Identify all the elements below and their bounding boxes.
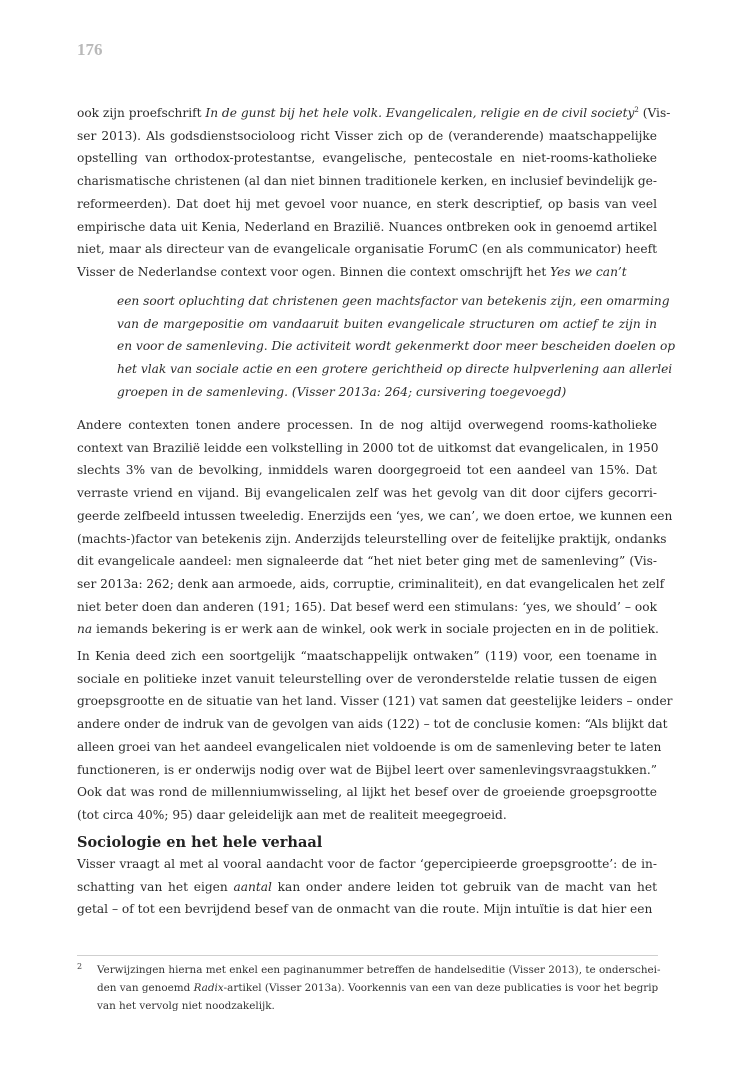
page-number: 176 (77, 40, 103, 59)
text-line: verraste vriend en vijand. Bij evangelicalen zelf was het gevolg van dit door cijfers gecorri- (77, 486, 657, 501)
text-line: In Kenia deed zich een soortgelijk “maatschappelijk ontwaken” (119) voor, een toename in (77, 649, 657, 663)
text-line: context van Brazilië leidde een volkstelling in 2000 tot de uitkomst dat evangelicalen, in 1950 (77, 440, 659, 455)
footnote (97, 962, 661, 1015)
section-heading: Sociologie en het hele verhaal (77, 834, 323, 851)
text-line: groepsgrootte en de situatie van het land. Visser (121) vat samen dat geestelijke leiders – onder (77, 694, 673, 709)
text-line: na iemands bekering is er werk aan de winkel, ook werk in sociale projecten en in de politiek. (77, 622, 659, 637)
footnote-divider (77, 955, 658, 956)
text-line: (machts-)factor van betekenis zijn. Anderzijds teleurstelling over de feitelijke praktijk, ondanks (77, 531, 667, 546)
paragraph-1 (77, 102, 671, 284)
text-line: opstelling van orthodox-protestantse, evangelische, pentecostale en niet-rooms-katholieke (77, 151, 657, 166)
quote-line: groepen in de samenleving. (Visser 2013a: 264; cursivering toegevoegd) (117, 384, 567, 399)
text-line: den van genoemd Radix-artikel (Visser 2013a). Voorkennis van een van deze publicaties is voor het begrip (97, 981, 659, 994)
text-line: van het vervolg niet noodzakelijk. (97, 999, 275, 1012)
text-line: ser 2013a: 262; denk aan armoede, aids, corruptie, criminaliteit), en dat evangelicalen het zelf (77, 576, 665, 591)
text-line: getal – of tot een bevrijdend besef van de onmacht van die route. Mijn intuïtie is dat hier een (77, 902, 653, 917)
text-line: niet, maar als directeur van de evangelicale organisatie ForumC (en als communicator) heeft (77, 242, 657, 257)
text-line: andere onder de indruk van de gevolgen van aids (122) – tot de conclusie komen: “Als blijkt dat (77, 717, 668, 732)
text-line: Ook dat was rond de millenniumwisseling, al lijkt het besef over de groeiende groepsgrootte (77, 785, 657, 800)
text-line: empirische data uit Kenia, Nederland en Brazilië. Nuances ontbreken ook in genoemd artikel (77, 219, 657, 234)
text-line: (tot circa 40%; 95) daar geleidelijk aan met de realiteit meegegroeid. (77, 807, 507, 822)
quote-line: van de margepositie om vandaaruit buiten evangelicale structuren om actief te zijn in (117, 316, 657, 331)
text-line: dit evangelicale aandeel: men signaleerde dat “het niet beter ging met de samenleving” (Vis- (77, 554, 657, 569)
text-line: alleen groei van het aandeel evangelicalen niet voldoende is om de samenleving beter te laten (77, 739, 662, 754)
text-line: niet beter doen dan anderen (191; 165). Dat besef werd een stimulans: ‘yes, we should’ – ook (77, 599, 657, 614)
quote-line: het vlak van sociale actie en een grotere gerichtheid op directe hulpverlening aan allerlei (117, 362, 673, 377)
footnote-reference: 2 (634, 106, 639, 114)
paragraph-4 (77, 853, 657, 921)
text-line: reformeerden). Dat doet hij met gevoel voor nuance, en sterk descriptief, op basis van veel (77, 196, 657, 211)
text-line: Verwijzingen hierna met enkel een paginanummer betreffen de handelseditie (Visser 2013), te onderschei- (97, 964, 661, 976)
text-line: schatting van het eigen aantal kan onder andere leiden tot gebruik van de macht van het (77, 879, 657, 894)
text-line: charismatische christenen (al dan niet binnen traditionele kerken, en inclusief bevindelijk ge- (77, 174, 657, 189)
text-line: sociale en politieke inzet vanuit teleurstelling over de veronderstelde relatie tussen de eigen (77, 671, 657, 686)
text-line: Visser de Nederlandse context voor ogen. Binnen die context omschrijft het Yes we can’t (77, 264, 627, 279)
text-line: functioneren, is er onderwijs nodig over wat de Bijbel leert over samenlevingsvraagstukken.” (77, 762, 657, 777)
text-line: ook zijn proefschrift In de gunst bij het hele volk. Evangelicalen, religie en de civil society$^2$ (Vis- (77, 106, 671, 120)
text-line: ser 2013). Als godsdienstsocioloog richt Visser zich op de (veranderende) maatschappelijke (77, 128, 657, 143)
quote-line: en voor de samenleving. Die activiteit wordt gekenmerkt door meer bescheiden doelen op (117, 339, 676, 354)
block-quote (117, 290, 676, 404)
text-line: geerde zelfbeeld intussen tweeledig. Enerzijds een ‘yes, we can’, we doen ertoe, we kunnen een (77, 508, 673, 523)
text-line: Visser vraagt al met al vooral aandacht voor de factor ‘gepercipieerde groepsgrootte’: de in- (77, 857, 657, 871)
text-line: slechts 3% van de bevolking, inmiddels waren doorgegroeid tot een aandeel van 15%. Dat (77, 463, 657, 478)
quote-line: een soort opluchting dat christenen geen machtsfactor van betekenis zijn, een omarming (117, 294, 670, 308)
paragraph-2 (77, 414, 673, 641)
footnote-mark: 2 (77, 962, 83, 971)
text-line: Andere contexten tonen andere processen. In de nog altijd overwegend rooms-katholieke (77, 418, 657, 432)
paragraph-3 (77, 645, 673, 827)
